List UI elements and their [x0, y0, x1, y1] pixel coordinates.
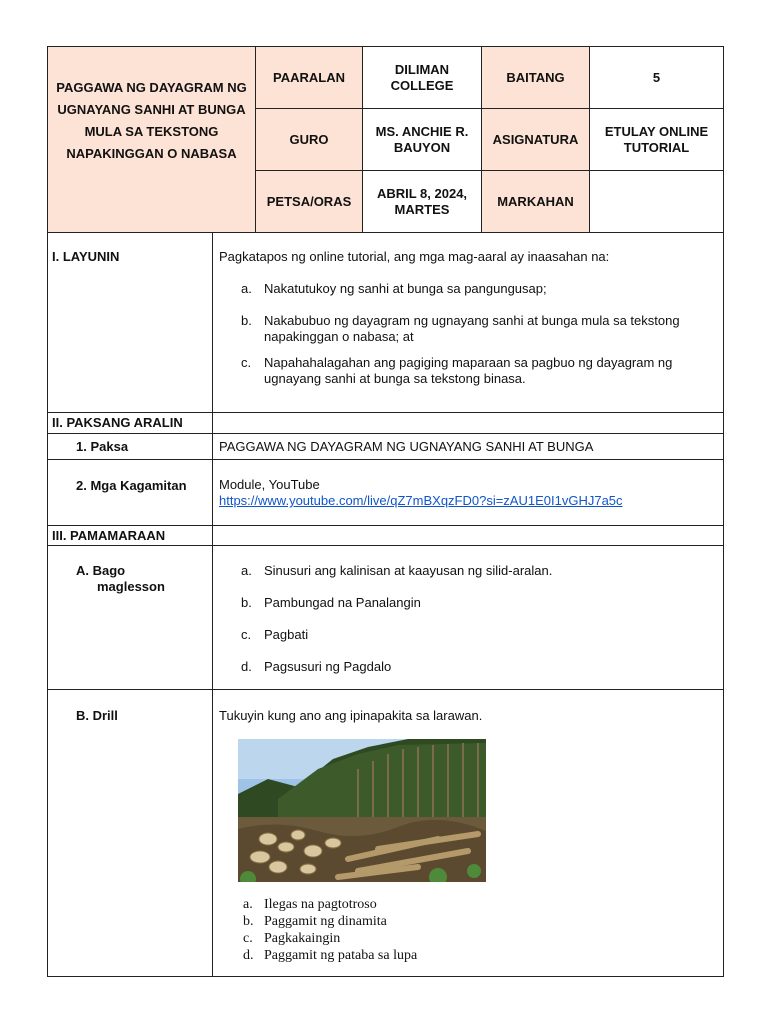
layunin-label: I. LAYUNIN [48, 233, 213, 413]
list-item: d. Pagsusuri ng Pagdalo [241, 659, 392, 674]
kagamitan-value: Module, YouTube [219, 477, 320, 492]
header-table [47, 46, 724, 233]
list-item: b. Paggamit ng dinamita [243, 914, 387, 929]
list-item: b. Pambungad na Panalangin [241, 595, 421, 610]
petsa-label: PETSA/ORAS [256, 171, 363, 233]
youtube-link[interactable]: https://www.youtube.com/live/qZ7mBXqzFD0?si=zAU1E0I1vGHJ7a5c [219, 493, 623, 508]
list-item: c. Pagkakaingin [243, 931, 341, 946]
bago-label: A. Bago [76, 563, 126, 578]
kagamitan-label: 2. Mga Kagamitan [48, 460, 213, 526]
paaralan-label: PAARALAN [256, 47, 363, 109]
markahan-label: MARKAHAN [482, 171, 590, 233]
list-item: d. Paggamit ng pataba sa lupa [243, 948, 418, 963]
list-item: a. Ilegas na pagtotroso [243, 897, 377, 912]
list-item: c. Napahahalagahan ang pagiging maparaan sa pagbuo ng dayagram ng ugnayang sanhi at bunga sa tekstong binasa. [241, 355, 673, 386]
pamamaraan-label: III. PAMAMARAAN [48, 526, 213, 546]
baitang-label: BAITANG [482, 47, 590, 109]
list-item: a. Sinusuri ang kalinisan at kaayusan ng silid-aralan. [241, 563, 553, 578]
guro-value: MS. ANCHIE R. BAUYON [363, 109, 482, 171]
list-item: b. Nakabubuo ng dayagram ng ugnayang sanhi at bunga mula sa tekstong napakinggan o nabasa; at [241, 313, 680, 344]
asignatura-label: ASIGNATURA [482, 109, 590, 171]
cut-logs-illustration [238, 739, 486, 882]
bago-label-cont: maglesson [97, 579, 165, 594]
paksa-label: 1. Paksa [48, 434, 213, 460]
asignatura-value: ETULAY ONLINE TUTORIAL [590, 109, 724, 171]
petsa-value: ABRIL 8, 2024, MARTES [363, 171, 482, 233]
paaralan-value: DILIMAN COLLEGE [363, 47, 482, 109]
drill-choices [219, 896, 717, 964]
baitang-value: 5 [590, 47, 724, 109]
lesson-title: PAGGAWA NG DAYAGRAM NG UGNAYANG SANHI AT BUNGA MULA SA TEKSTONG NAPAKINGGAN O NABASA [48, 47, 256, 233]
layunin-list [219, 281, 717, 387]
drill-intro: Tukuyin kung ano ang ipinapakita sa larawan. [219, 708, 483, 723]
bago-list [219, 563, 717, 675]
list-item: c. Pagbati [241, 627, 309, 642]
paksa-value: PAGGAWA NG DAYAGRAM NG UGNAYANG SANHI AT BUNGA [213, 434, 724, 460]
guro-label: GURO [256, 109, 363, 171]
drill-label: B. Drill [48, 690, 213, 977]
layunin-intro: Pagkatapos ng online tutorial, ang mga mag-aaral ay inaasahan na: [219, 249, 610, 264]
paksang-aralin-label: II. PAKSANG ARALIN [48, 413, 213, 434]
list-item: a. Nakatutukoy ng sanhi at bunga sa pangungusap; [241, 281, 547, 296]
markahan-value [590, 171, 724, 233]
logging-photo [238, 739, 486, 882]
